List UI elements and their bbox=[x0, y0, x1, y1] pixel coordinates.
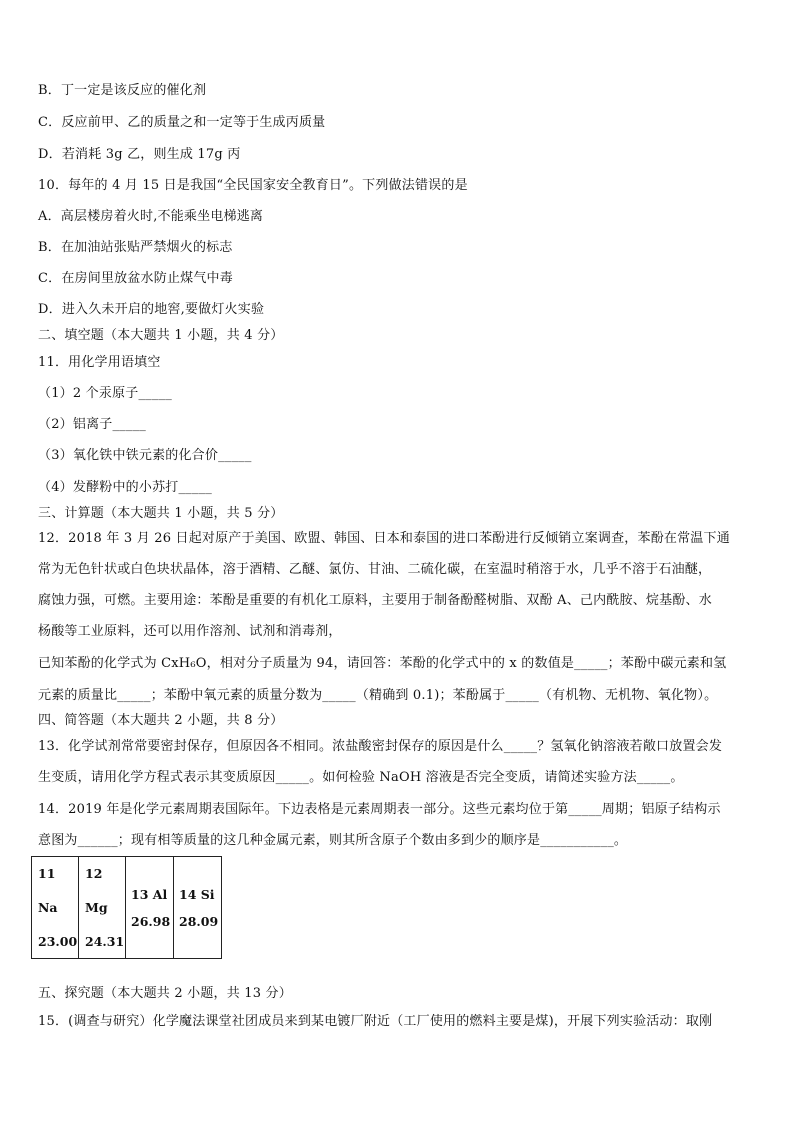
q10-option-c: C．在房间里放盆水防止煤气中毒 bbox=[38, 271, 233, 286]
question-11: 11．用化学用语填空 bbox=[38, 355, 161, 370]
question-10: 10．每年的 4 月 15 日是我国“全民国家安全教育日”。下列做法错误的是 bbox=[38, 178, 468, 193]
q9-option-d: D．若消耗 3g 乙，则生成 17g 丙 bbox=[38, 147, 241, 162]
q9-option-c: C．反应前甲、乙的质量之和一定等于生成丙质量 bbox=[38, 115, 326, 130]
q10-option-a: A．高层楼房着火时,不能乘坐电梯逃离 bbox=[38, 209, 264, 224]
element-symbol: Al bbox=[152, 886, 168, 902]
q12-line-4: 杨酸等工业原料，还可以用作溶剂、试剂和消毒剂， bbox=[38, 624, 342, 639]
element-symbol: Si bbox=[200, 886, 215, 902]
q15-line-1: 15．(调查与研究）化学魔法课堂社团成员来到某电镀厂附近（工厂使用的燃料主要是煤)，开展下列实验活动：取刚 bbox=[38, 1014, 713, 1029]
q10-option-b: B．在加油站张贴严禁烟火的标志 bbox=[38, 240, 233, 255]
q12-line-6: 元素的质量比_____；苯酚中氧元素的质量分数为_____（精确到 0.1)；苯酚属于_____（有机物、无机物、氧化物）。 bbox=[38, 688, 718, 703]
atomic-mass: 23.00 bbox=[38, 933, 78, 949]
element-cell-al bbox=[126, 857, 174, 959]
element-symbol: Mg bbox=[85, 899, 108, 915]
element-cell-na bbox=[32, 857, 79, 959]
atomic-mass: 28.09 bbox=[179, 913, 219, 929]
q12-line-1: 12．2018 年 3 月 26 日起对原产于美国、欧盟、韩国、日本和泰国的进口苯酚进行反倾销立案调查，苯酚在常温下通 bbox=[38, 531, 730, 546]
section-5-heading: 五、探究题（本大题共 2 小题，共 13 分） bbox=[38, 986, 292, 1001]
atomic-mass: 26.98 bbox=[131, 913, 171, 929]
element-cell-si bbox=[174, 857, 222, 959]
q12-line-3: 腐蚀力强，可燃。主要用途：苯酚是重要的有机化工原料，主要用于制备酚醛树脂、双酚 A、己内酰胺、烷基酚、水 bbox=[38, 593, 712, 608]
q14-line-1: 14．2019 年是化学元素周期表国际年。下边表格是元素周期表一部分。这些元素均位于第_____周期；铝原子结构示 bbox=[38, 802, 721, 817]
q9-option-b: B．丁一定是该反应的催化剂 bbox=[38, 83, 207, 98]
q12-line-2: 常为无色针状或白色块状晶体，溶于酒精、乙醚、氯仿、甘油、二硫化碳，在室温时稍溶于水，几乎不溶于石油醚， bbox=[38, 562, 712, 577]
q12-line-5: 已知苯酚的化学式为 CxH₆O，相对分子质量为 94，请回答：苯酚的化学式中的 x 的数值是_____；苯酚中碳元素和氢 bbox=[38, 656, 727, 671]
q11-part-3: （3）氧化铁中铁元素的化合价_____ bbox=[38, 448, 252, 463]
q13-line-1: 13．化学试剂常常要密封保存，但原因各不相同。浓盐酸密封保存的原因是什么_____？氢氧化钠溶液若敞口放置会发 bbox=[38, 739, 723, 754]
element-cell-mg bbox=[79, 857, 126, 959]
q13-line-2: 生变质，请用化学方程式表示其变质原因_____。如何检验 NaOH 溶液是否完全变质，请简述实验方法_____。 bbox=[38, 770, 684, 785]
q11-part-4: （4）发酵粉中的小苏打_____ bbox=[38, 480, 212, 495]
atomic-number: 12 bbox=[85, 866, 103, 882]
q11-part-2: （2）铝离子_____ bbox=[38, 417, 146, 432]
atomic-mass: 24.31 bbox=[85, 933, 125, 949]
q10-option-d: D．进入久未开启的地窖,要做灯火实验 bbox=[38, 302, 265, 317]
element-symbol: Na bbox=[38, 899, 58, 915]
section-2-heading: 二、填空题（本大题共 1 小题，共 4 分） bbox=[38, 328, 284, 343]
q14-line-2: 意图为______；现有相等质量的这几种金属元素，则其所含原子个数由多到少的顺序是___________。 bbox=[38, 833, 628, 848]
section-4-heading: 四、简答题（本大题共 2 小题，共 8 分） bbox=[38, 713, 284, 728]
atomic-number: 11 bbox=[38, 866, 56, 882]
atomic-number: 14 bbox=[179, 886, 197, 902]
atomic-number: 13 bbox=[131, 886, 149, 902]
periodic-table-excerpt bbox=[31, 856, 222, 959]
q11-part-1: （1）2 个汞原子_____ bbox=[38, 386, 172, 401]
section-3-heading: 三、计算题（本大题共 1 小题，共 5 分） bbox=[38, 506, 284, 521]
